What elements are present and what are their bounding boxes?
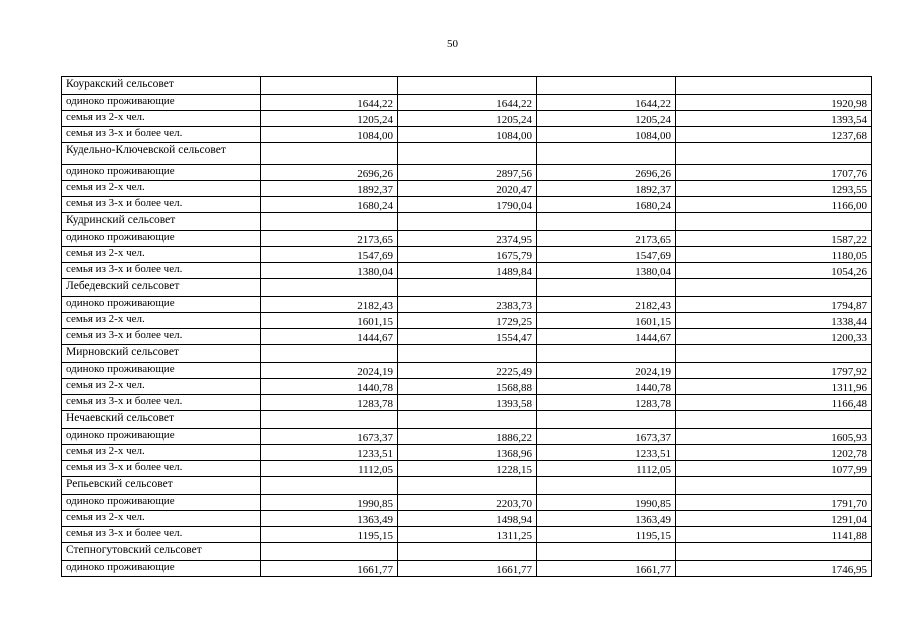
section-empty-cell xyxy=(398,411,537,429)
section-empty-cell xyxy=(537,477,676,495)
value-cell: 1205,24 xyxy=(537,111,676,127)
value-cell: 1237,68 xyxy=(676,127,872,143)
table-row xyxy=(62,461,872,477)
table-row xyxy=(62,527,872,543)
row-label: одиноко проживающие xyxy=(62,95,261,111)
value-cell: 1233,51 xyxy=(261,445,398,461)
table-row xyxy=(62,561,872,577)
value-cell: 1707,76 xyxy=(676,165,872,181)
section-empty-cell xyxy=(398,477,537,495)
value-cell: 1601,15 xyxy=(537,313,676,329)
table-row xyxy=(62,329,872,345)
section-name: Лебедевский сельсовет xyxy=(62,279,261,297)
value-cell: 2182,43 xyxy=(537,297,676,313)
section-empty-cell xyxy=(261,411,398,429)
value-cell: 1283,78 xyxy=(261,395,398,411)
value-cell: 1661,77 xyxy=(537,561,676,577)
value-cell: 1311,96 xyxy=(676,379,872,395)
value-cell: 1920,98 xyxy=(676,95,872,111)
section-row xyxy=(62,213,872,231)
value-cell: 1338,44 xyxy=(676,313,872,329)
value-cell: 2173,65 xyxy=(261,231,398,247)
table-row xyxy=(62,231,872,247)
row-label: одиноко проживающие xyxy=(62,165,261,181)
row-label: семья из 2-х чел. xyxy=(62,181,261,197)
row-label: одиноко проживающие xyxy=(62,429,261,445)
value-cell: 1661,77 xyxy=(261,561,398,577)
section-row xyxy=(62,143,872,165)
table-row xyxy=(62,263,872,279)
row-label: одиноко проживающие xyxy=(62,363,261,379)
section-row xyxy=(62,543,872,561)
value-cell: 1077,99 xyxy=(676,461,872,477)
value-cell: 1293,55 xyxy=(676,181,872,197)
value-cell: 1202,78 xyxy=(676,445,872,461)
value-cell: 1680,24 xyxy=(537,197,676,213)
value-cell: 1644,22 xyxy=(261,95,398,111)
value-cell: 1228,15 xyxy=(398,461,537,477)
section-name: Мирновский сельсовет xyxy=(62,345,261,363)
value-cell: 1661,77 xyxy=(398,561,537,577)
table-row xyxy=(62,165,872,181)
section-empty-cell xyxy=(676,279,872,297)
value-cell: 1380,04 xyxy=(537,263,676,279)
section-row xyxy=(62,477,872,495)
row-label: семья из 3-х и более чел. xyxy=(62,527,261,543)
table-row xyxy=(62,313,872,329)
value-cell: 2374,95 xyxy=(398,231,537,247)
value-cell: 1605,93 xyxy=(676,429,872,445)
table-row xyxy=(62,297,872,313)
value-cell: 1547,69 xyxy=(261,247,398,263)
section-empty-cell xyxy=(261,279,398,297)
table-body xyxy=(62,77,872,577)
value-cell: 1587,22 xyxy=(676,231,872,247)
table-row xyxy=(62,181,872,197)
table-row xyxy=(62,95,872,111)
value-cell: 1440,78 xyxy=(261,379,398,395)
tariff-table xyxy=(61,76,872,577)
value-cell: 2897,56 xyxy=(398,165,537,181)
value-cell: 1180,05 xyxy=(676,247,872,263)
row-label: семья из 2-х чел. xyxy=(62,247,261,263)
value-cell: 1990,85 xyxy=(261,495,398,511)
row-label: семья из 3-х и более чел. xyxy=(62,127,261,143)
value-cell: 1892,37 xyxy=(537,181,676,197)
value-cell: 1112,05 xyxy=(537,461,676,477)
value-cell: 1554,47 xyxy=(398,329,537,345)
value-cell: 1195,15 xyxy=(261,527,398,543)
value-cell: 1393,58 xyxy=(398,395,537,411)
section-empty-cell xyxy=(398,77,537,95)
row-label: одиноко проживающие xyxy=(62,231,261,247)
table-row xyxy=(62,511,872,527)
value-cell: 1205,24 xyxy=(398,111,537,127)
row-label: семья из 3-х и более чел. xyxy=(62,395,261,411)
table-row xyxy=(62,197,872,213)
value-cell: 1644,22 xyxy=(398,95,537,111)
value-cell: 1568,88 xyxy=(398,379,537,395)
value-cell: 1886,22 xyxy=(398,429,537,445)
value-cell: 1673,37 xyxy=(537,429,676,445)
section-empty-cell xyxy=(676,77,872,95)
value-cell: 1283,78 xyxy=(537,395,676,411)
section-empty-cell xyxy=(676,411,872,429)
table-row xyxy=(62,429,872,445)
value-cell: 1054,26 xyxy=(676,263,872,279)
value-cell: 1746,95 xyxy=(676,561,872,577)
value-cell: 1673,37 xyxy=(261,429,398,445)
value-cell: 1498,94 xyxy=(398,511,537,527)
section-name: Кудринский сельсовет xyxy=(62,213,261,231)
table-row xyxy=(62,111,872,127)
value-cell: 2696,26 xyxy=(537,165,676,181)
row-label: семья из 2-х чел. xyxy=(62,111,261,127)
value-cell: 1084,00 xyxy=(398,127,537,143)
table-row xyxy=(62,127,872,143)
section-name: Коуракский сельсовет xyxy=(62,77,261,95)
value-cell: 1990,85 xyxy=(537,495,676,511)
section-name: Степногутовский сельсовет xyxy=(62,543,261,561)
row-label: семья из 3-х и более чел. xyxy=(62,329,261,345)
section-empty-cell xyxy=(261,213,398,231)
section-empty-cell xyxy=(537,213,676,231)
table-row xyxy=(62,247,872,263)
table-row xyxy=(62,395,872,411)
value-cell: 1200,33 xyxy=(676,329,872,345)
value-cell: 1601,15 xyxy=(261,313,398,329)
section-empty-cell xyxy=(537,411,676,429)
value-cell: 1393,54 xyxy=(676,111,872,127)
section-name: Репьевский сельсовет xyxy=(62,477,261,495)
section-empty-cell xyxy=(676,543,872,561)
row-label: семья из 2-х чел. xyxy=(62,445,261,461)
value-cell: 1195,15 xyxy=(537,527,676,543)
section-empty-cell xyxy=(261,77,398,95)
value-cell: 2024,19 xyxy=(261,363,398,379)
value-cell: 1141,88 xyxy=(676,527,872,543)
section-empty-cell xyxy=(398,543,537,561)
section-row xyxy=(62,77,872,95)
value-cell: 1444,67 xyxy=(537,329,676,345)
row-label: одиноко проживающие xyxy=(62,297,261,313)
row-label: одиноко проживающие xyxy=(62,495,261,511)
value-cell: 1368,96 xyxy=(398,445,537,461)
section-empty-cell xyxy=(398,345,537,363)
section-empty-cell xyxy=(398,213,537,231)
table-row xyxy=(62,445,872,461)
value-cell: 1489,84 xyxy=(398,263,537,279)
section-empty-cell xyxy=(676,213,872,231)
value-cell: 2225,49 xyxy=(398,363,537,379)
section-row xyxy=(62,411,872,429)
section-empty-cell xyxy=(537,143,676,165)
row-label: семья из 2-х чел. xyxy=(62,379,261,395)
value-cell: 1291,04 xyxy=(676,511,872,527)
value-cell: 1311,25 xyxy=(398,527,537,543)
value-cell: 1794,87 xyxy=(676,297,872,313)
row-label: семья из 2-х чел. xyxy=(62,313,261,329)
section-empty-cell xyxy=(261,345,398,363)
section-empty-cell xyxy=(261,543,398,561)
value-cell: 1363,49 xyxy=(537,511,676,527)
value-cell: 1892,37 xyxy=(261,181,398,197)
value-cell: 1444,67 xyxy=(261,329,398,345)
value-cell: 1112,05 xyxy=(261,461,398,477)
row-label: семья из 3-х и более чел. xyxy=(62,197,261,213)
section-empty-cell xyxy=(676,477,872,495)
value-cell: 2173,65 xyxy=(537,231,676,247)
section-empty-cell xyxy=(537,279,676,297)
value-cell: 1084,00 xyxy=(261,127,398,143)
value-cell: 1729,25 xyxy=(398,313,537,329)
section-empty-cell xyxy=(261,143,398,165)
section-empty-cell xyxy=(676,143,872,165)
section-empty-cell xyxy=(398,143,537,165)
row-label: семья из 3-х и более чел. xyxy=(62,461,261,477)
value-cell: 1644,22 xyxy=(537,95,676,111)
row-label: семья из 3-х и более чел. xyxy=(62,263,261,279)
value-cell: 2696,26 xyxy=(261,165,398,181)
section-empty-cell xyxy=(537,77,676,95)
section-name: Нечаевский сельсовет xyxy=(62,411,261,429)
value-cell: 1797,92 xyxy=(676,363,872,379)
row-label: семья из 2-х чел. xyxy=(62,511,261,527)
value-cell: 1380,04 xyxy=(261,263,398,279)
page-number: 50 xyxy=(447,38,458,50)
section-row xyxy=(62,345,872,363)
value-cell: 1790,04 xyxy=(398,197,537,213)
row-label: одиноко проживающие xyxy=(62,561,261,577)
value-cell: 1791,70 xyxy=(676,495,872,511)
value-cell: 2020,47 xyxy=(398,181,537,197)
value-cell: 1363,49 xyxy=(261,511,398,527)
value-cell: 1440,78 xyxy=(537,379,676,395)
value-cell: 1675,79 xyxy=(398,247,537,263)
value-cell: 2203,70 xyxy=(398,495,537,511)
section-name: Кудельно-Ключевской сельсовет xyxy=(62,143,261,165)
value-cell: 1084,00 xyxy=(537,127,676,143)
value-cell: 1166,48 xyxy=(676,395,872,411)
table-row xyxy=(62,379,872,395)
table-row xyxy=(62,363,872,379)
section-empty-cell xyxy=(261,477,398,495)
value-cell: 1205,24 xyxy=(261,111,398,127)
value-cell: 2024,19 xyxy=(537,363,676,379)
value-cell: 1233,51 xyxy=(537,445,676,461)
section-empty-cell xyxy=(537,543,676,561)
section-empty-cell xyxy=(537,345,676,363)
section-row xyxy=(62,279,872,297)
value-cell: 2182,43 xyxy=(261,297,398,313)
section-empty-cell xyxy=(398,279,537,297)
value-cell: 1547,69 xyxy=(537,247,676,263)
value-cell: 2383,73 xyxy=(398,297,537,313)
value-cell: 1680,24 xyxy=(261,197,398,213)
table-row xyxy=(62,495,872,511)
value-cell: 1166,00 xyxy=(676,197,872,213)
section-empty-cell xyxy=(676,345,872,363)
